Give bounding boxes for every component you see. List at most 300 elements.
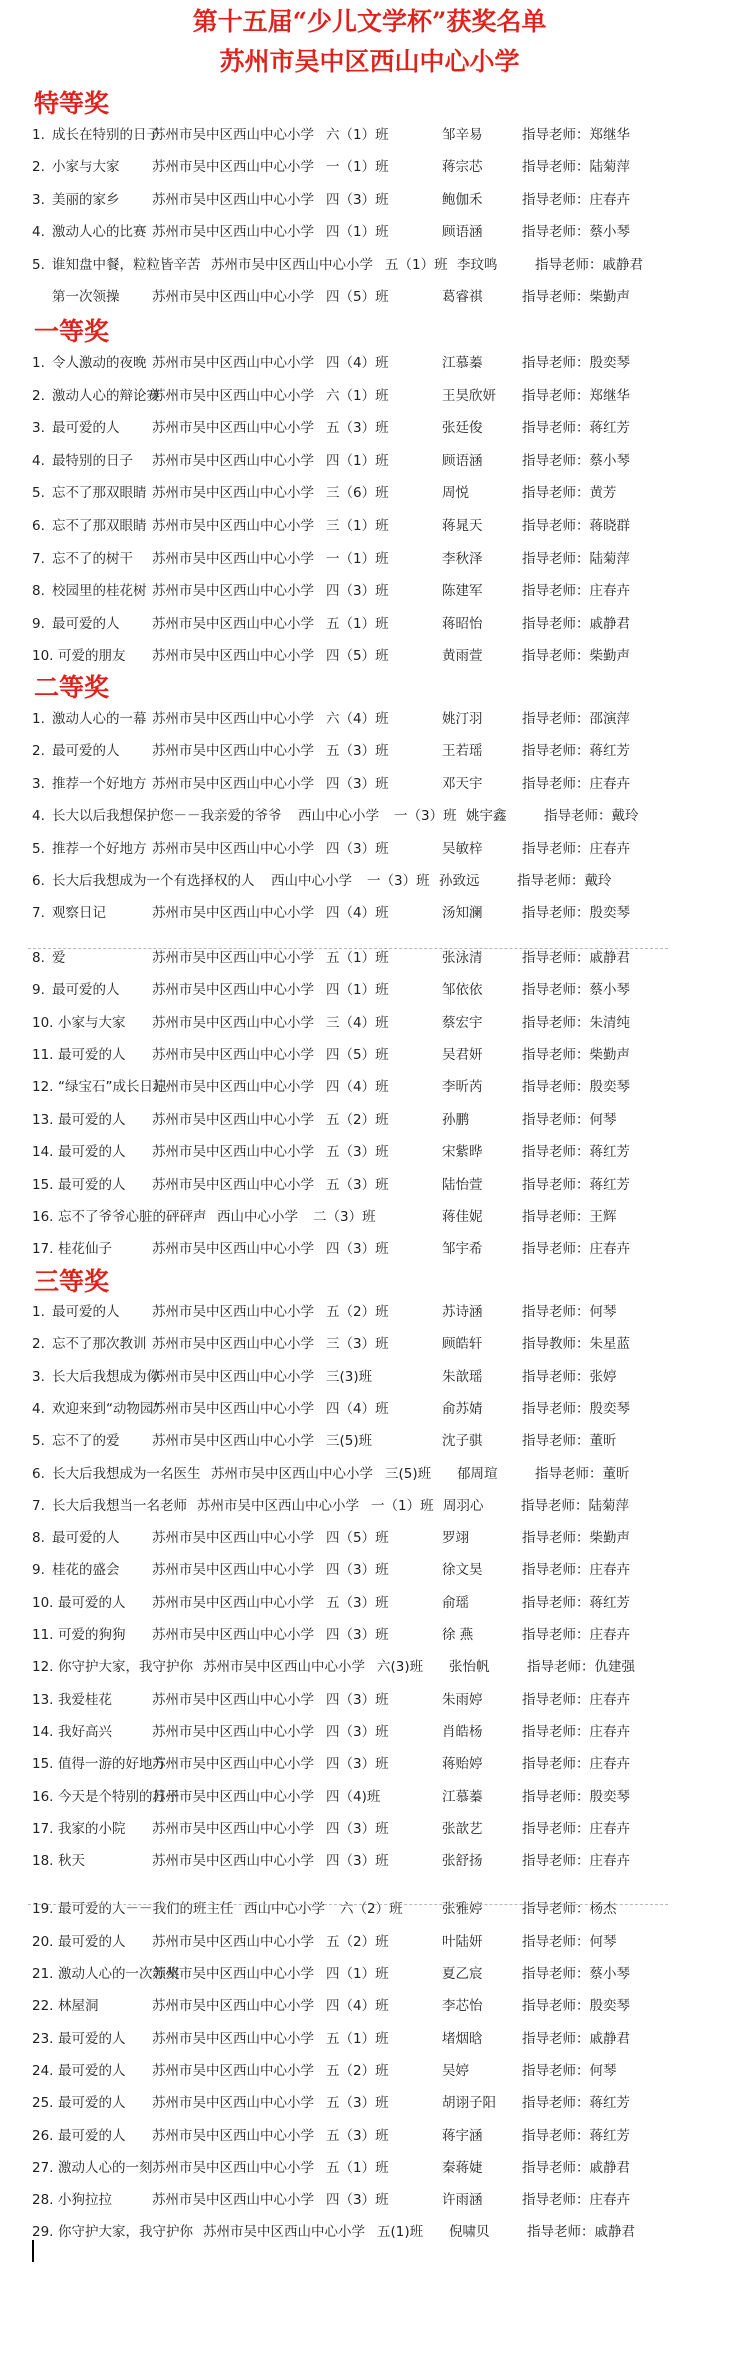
entry-student: 孙致远: [439, 873, 480, 889]
entry-student: 张歆艺: [442, 1820, 483, 1837]
entry-work-title: 最可爱的人: [58, 2095, 126, 2112]
entry-number: 17.: [32, 1241, 54, 1258]
award-entry: [32, 1333, 722, 1355]
award-entry: [32, 1850, 722, 1872]
entry-student: 姚宇鑫: [466, 808, 507, 825]
entry-school: 苏州市吴中区西山中心小学: [152, 615, 314, 632]
entry-number: 19.: [32, 1901, 54, 1918]
entry-teacher: 指导老师：庄春卉: [522, 1853, 630, 1870]
entry-school: 苏州市吴中区西山中心小学: [152, 1144, 314, 1161]
entry-student: 汤知澜: [442, 905, 483, 922]
entry-number: 4.: [32, 224, 45, 241]
entry-student: 蒋晁天: [442, 518, 483, 534]
entry-class: 三(5)班: [326, 1433, 373, 1450]
entry-teacher: 指导老师：杨杰: [522, 1901, 617, 1918]
entry-work-title: 小狗拉拉: [58, 2192, 112, 2209]
entry-student: 胡诩子阳: [442, 2095, 496, 2112]
entry-student: 顾语涵: [442, 452, 483, 469]
entry-work-title: 激动人心的一次领奖: [58, 1966, 180, 1982]
award-entry: [32, 450, 722, 472]
entry-school: 苏州市吴中区西山中心小学: [152, 1368, 314, 1385]
entry-work-title: 长大后我想当一名老师: [52, 1497, 187, 1514]
entry-number: 6.: [32, 1465, 45, 1482]
entry-work-title: 最可爱的人: [58, 1111, 126, 1128]
entry-student: 邓天宇: [442, 775, 483, 792]
award-entry: [32, 1592, 722, 1614]
award-entry: [32, 417, 722, 439]
award-entry: [32, 1898, 722, 1920]
award-entry: [32, 1012, 722, 1034]
entry-school: 苏州市吴中区西山中心小学: [152, 1111, 314, 1128]
entry-school: 苏州市吴中区西山中心小学: [152, 1336, 314, 1353]
entry-work-title: 校园里的桂花树: [52, 583, 147, 600]
entry-number: 1.: [32, 711, 45, 727]
entry-class: 五（2）班: [326, 2062, 389, 2079]
award-entry: [32, 286, 722, 308]
entry-class: 五（3）班: [326, 420, 389, 437]
entry-number: 6.: [32, 518, 45, 534]
entry-school: 西山中心小学: [271, 873, 352, 889]
entry-teacher: 指导老师：蒋红芳: [522, 1144, 630, 1161]
award-entry: [32, 1141, 722, 1163]
entry-teacher: 指导老师：仇建强: [527, 1659, 635, 1676]
entry-teacher: 指导老师：殷奕琴: [522, 1079, 630, 1096]
entry-school: 苏州市吴中区西山中心小学: [152, 2192, 314, 2209]
entry-number: 5.: [32, 1433, 45, 1450]
entry-school: 苏州市吴中区西山中心小学: [152, 289, 314, 305]
entry-work-title: 桂花的盛会: [52, 1562, 120, 1579]
entry-work-title: 我爱桂花: [58, 1691, 112, 1708]
entry-work-title: 最可爱的人: [58, 1594, 126, 1611]
entry-student: 孙鹏: [442, 1111, 469, 1128]
entry-class: 四（1）班: [326, 452, 389, 469]
entry-teacher: 指导老师：戚静君: [522, 615, 630, 632]
entry-number: 29.: [32, 2224, 54, 2241]
entry-teacher: 指导老师：戚静君: [522, 949, 630, 966]
entry-work-title: 最可爱的人: [58, 1047, 126, 1063]
entry-student: 许雨涵: [442, 2192, 483, 2209]
entry-school: 苏州市吴中区西山中心小学: [152, 1853, 314, 1870]
award-entry: [32, 2060, 722, 2082]
entry-teacher: 指导老师：蒋红芳: [522, 2095, 630, 2112]
award-entry: [32, 979, 722, 1001]
award-entry: [32, 1753, 722, 1775]
entry-work-title: 第一次领操: [52, 289, 120, 305]
entry-student: 堵烟晗: [442, 2030, 483, 2047]
entry-class: 四（5）班: [326, 648, 389, 665]
entry-number: 9.: [32, 615, 45, 632]
entry-class: 五（1）班: [326, 2030, 389, 2047]
entry-student: 邹辛易: [442, 127, 483, 143]
entry-teacher: 指导老师：戚静君: [522, 2030, 630, 2047]
entry-number: 8.: [32, 1530, 45, 1547]
entry-class: 六（4）班: [326, 711, 389, 727]
entry-number: 5.: [32, 485, 45, 502]
entry-school: 苏州市吴中区西山中心小学: [152, 224, 314, 241]
award-entry: [32, 1624, 722, 1646]
entry-teacher: 指导老师：董昕: [535, 1465, 630, 1482]
page-break-line: [28, 948, 668, 949]
entry-work-title: 忘不了那双眼睛: [52, 485, 147, 502]
entry-teacher: 指导老师：柴勤声: [522, 648, 630, 665]
entry-class: 六(3)班: [377, 1659, 424, 1676]
entry-school: 苏州市吴中区西山中心小学: [152, 1998, 314, 2015]
entry-student: 李芯怡: [442, 1998, 483, 2015]
entry-work-title: 我家的小院: [58, 1820, 126, 1837]
entry-class: 六（1）班: [326, 387, 389, 404]
award-entry: [32, 947, 722, 969]
entry-number: 23.: [32, 2030, 54, 2047]
award-entry: [32, 254, 722, 276]
entry-teacher: 指导老师：陆菊萍: [521, 1497, 629, 1514]
entry-class: 四（3）班: [326, 1562, 389, 1579]
entry-class: 四（4）班: [326, 1079, 389, 1096]
entry-teacher: 指导老师：庄春卉: [522, 1627, 630, 1643]
entry-class: 五（2）班: [326, 1111, 389, 1128]
entry-work-title: 激动人心的一幕: [52, 711, 147, 727]
entry-student: 俞苏婧: [442, 1400, 483, 1417]
entry-teacher: 指导老师：郑继华: [522, 127, 630, 143]
entry-teacher: 指导老师：戚静君: [522, 2159, 630, 2176]
entry-student: 苏诗涵: [442, 1304, 483, 1320]
entry-teacher: 指导老师：何琴: [522, 1111, 617, 1128]
entry-number: 11.: [32, 1627, 54, 1643]
entry-school: 苏州市吴中区西山中心小学: [152, 1627, 314, 1643]
entry-school: 苏州市吴中区西山中心小学: [152, 2127, 314, 2144]
entry-class: 五（3）班: [326, 2095, 389, 2112]
entry-work-title: 最可爱的人－－我们的班主任: [58, 1901, 234, 1918]
entry-class: 五（1）班: [385, 256, 448, 273]
entry-student: 倪啸贝: [449, 2224, 490, 2241]
entry-class: 五（3）班: [326, 743, 389, 760]
entry-student: 徐文昊: [442, 1562, 483, 1579]
award-entry: [32, 1559, 722, 1581]
entry-teacher: 指导老师：殷奕琴: [522, 1998, 630, 2015]
entry-work-title: 最可爱的人: [58, 2127, 126, 2144]
award-entry: [32, 124, 722, 146]
entry-number: 4.: [32, 452, 45, 469]
entry-number: 2.: [32, 159, 45, 176]
entry-work-title: 林屋洞: [58, 1998, 99, 2015]
entry-number: 4.: [32, 1400, 45, 1417]
entry-student: 徐 燕: [442, 1627, 474, 1643]
award-entry: [32, 352, 722, 374]
entry-school: 苏州市吴中区西山中心小学: [152, 1966, 314, 1982]
entry-number: 15.: [32, 1756, 54, 1773]
entry-student: 张廷俊: [442, 420, 483, 437]
entry-teacher: 指导老师：邵演萍: [522, 711, 630, 727]
entry-student: 俞瑶: [442, 1594, 469, 1611]
entry-student: 邹宇希: [442, 1241, 483, 1258]
entry-work-title: 可爱的狗狗: [58, 1627, 126, 1643]
entry-class: 四（3）班: [326, 840, 389, 857]
entry-student: 沈子骐: [442, 1433, 483, 1450]
award-entry: [32, 1238, 722, 1260]
entry-number: 4.: [32, 808, 45, 825]
entry-student: 肖皓杨: [442, 1723, 483, 1740]
entry-work-title: 最可爱的人: [52, 982, 120, 999]
entry-teacher: 指导老师：庄春卉: [522, 1756, 630, 1773]
entry-class: 四（3）班: [326, 1756, 389, 1773]
award-entry: [32, 385, 722, 407]
entry-school: 苏州市吴中区西山中心小学: [152, 1723, 314, 1740]
entry-student: 吴敏梓: [442, 840, 483, 857]
entry-class: 四（3）班: [326, 1853, 389, 1870]
entry-number: 5.: [32, 256, 45, 273]
entry-school: 苏州市吴中区西山中心小学: [152, 1933, 314, 1950]
entry-school: 苏州市吴中区西山中心小学: [152, 127, 314, 143]
entry-teacher: 指导老师：殷奕琴: [522, 1788, 630, 1805]
award-entry: [32, 1398, 722, 1420]
entry-number: 17.: [32, 1820, 54, 1837]
entry-school: 苏州市吴中区西山中心小学: [152, 420, 314, 437]
entry-student: 蒋昭怡: [442, 615, 483, 632]
entry-number: 28.: [32, 2192, 54, 2209]
entry-number: 13.: [32, 1111, 54, 1128]
award-entry: [32, 805, 722, 827]
entry-student: 秦蒋婕: [442, 2159, 483, 2176]
entry-student: 葛睿祺: [442, 289, 483, 305]
entry-work-title: 最可爱的人: [52, 1530, 120, 1547]
award-entry: [32, 1076, 722, 1098]
entry-class: 四（1）班: [326, 224, 389, 241]
entry-school: 苏州市吴中区西山中心小学: [152, 583, 314, 600]
entry-student: 朱雨婷: [442, 1691, 483, 1708]
entry-school: 苏州市吴中区西山中心小学: [152, 387, 314, 404]
award-entry: [32, 1656, 722, 1678]
entry-work-title: 谁知盘中餐，粒粒皆辛苦: [52, 256, 201, 273]
entry-work-title: 长大后我想成为一名医生: [52, 1465, 201, 1482]
entry-school: 苏州市吴中区西山中心小学: [152, 2062, 314, 2079]
entry-class: 三（4）班: [326, 1014, 389, 1031]
entry-work-title: 最可爱的人: [58, 1176, 126, 1193]
section-heading-first-prize: 一等奖: [34, 317, 110, 346]
award-entry: [32, 1174, 722, 1196]
entry-teacher: 指导老师：庄春卉: [522, 775, 630, 792]
entry-number: 1.: [32, 1304, 45, 1320]
entry-work-title: 最可爱的人: [52, 615, 120, 632]
entry-teacher: 指导老师：王辉: [522, 1209, 617, 1225]
entry-student: 陆怡萱: [442, 1176, 483, 1193]
entry-work-title: 你守护大家，我守护你: [58, 1659, 193, 1676]
entry-teacher: 指导老师：柴勤声: [522, 1047, 630, 1063]
entry-school: 苏州市吴中区西山中心小学: [152, 518, 314, 534]
entry-number: 14.: [32, 1144, 54, 1161]
entry-work-title: 小家与大家: [58, 1014, 126, 1031]
entry-number: 6.: [32, 873, 45, 889]
entry-teacher: 指导老师：蔡小琴: [522, 982, 630, 999]
entry-student: 夏乙宸: [442, 1966, 483, 1982]
document-title: 第十五届“少儿文学杯”获奖名单: [192, 7, 547, 36]
entry-student: 蒋宗芯: [442, 159, 483, 176]
entry-number: 22.: [32, 1998, 54, 2015]
entry-teacher: 指导老师：庄春卉: [522, 1820, 630, 1837]
entry-teacher: 指导老师：庄春卉: [522, 1691, 630, 1708]
entry-work-title: “绿宝石”成长日记: [58, 1079, 167, 1096]
entry-work-title: 忘不了爷爷心脏的砰砰声: [58, 1209, 207, 1225]
entry-number: 16.: [32, 1209, 54, 1225]
entry-teacher: 指导老师：陆菊萍: [522, 550, 630, 567]
entry-class: 四（4）班: [326, 1998, 389, 2015]
entry-school: 苏州市吴中区西山中心小学: [197, 1497, 359, 1514]
entry-school: 西山中心小学: [298, 808, 379, 825]
entry-student: 顾皓轩: [442, 1336, 483, 1353]
award-entry: [32, 838, 722, 860]
entry-number: 3.: [32, 775, 45, 792]
entry-number: 5.: [32, 840, 45, 857]
entry-teacher: 指导老师：黄芳: [522, 485, 617, 502]
entry-number: 3.: [32, 191, 45, 208]
entry-number: 9.: [32, 1562, 45, 1579]
entry-teacher: 指导老师：庄春卉: [522, 191, 630, 208]
entry-class: 四（3）班: [326, 583, 389, 600]
entry-school: 苏州市吴中区西山中心小学: [152, 1014, 314, 1031]
entry-school: 苏州市吴中区西山中心小学: [152, 452, 314, 469]
entry-work-title: 美丽的家乡: [52, 191, 120, 208]
entry-work-title: 忘不了那次教训: [52, 1336, 147, 1353]
entry-teacher: 指导老师：戴玲: [517, 873, 612, 889]
entry-number: 8.: [32, 583, 45, 600]
entry-school: 苏州市吴中区西山中心小学: [152, 1562, 314, 1579]
entry-number: 2.: [32, 1336, 45, 1353]
entry-school: 苏州市吴中区西山中心小学: [152, 1176, 314, 1193]
entry-teacher: 指导老师：蒋红芳: [522, 743, 630, 760]
award-entry: [32, 902, 722, 924]
entry-school: 苏州市吴中区西山中心小学: [211, 1465, 373, 1482]
entry-student: 王若瑶: [442, 743, 483, 760]
entry-work-title: 最可爱的人: [58, 1933, 126, 1950]
entry-class: 四（4）班: [326, 355, 389, 371]
entry-work-title: 最可爱的人: [58, 1144, 126, 1161]
entry-teacher: 指导老师：蒋红芳: [522, 420, 630, 437]
entry-teacher: 指导老师：何琴: [522, 2062, 617, 2079]
entry-teacher: 指导老师：陆菊萍: [522, 159, 630, 176]
award-entry: [32, 1495, 722, 1517]
entry-number: 15.: [32, 1176, 54, 1193]
entry-number: 25.: [32, 2095, 54, 2112]
entry-school: 苏州市吴中区西山中心小学: [152, 550, 314, 567]
entry-class: 四（3）班: [326, 191, 389, 208]
entry-student: 顾语涵: [442, 224, 483, 241]
entry-teacher: 指导老师：戚静君: [527, 2224, 635, 2241]
entry-teacher: 指导老师：何琴: [522, 1304, 617, 1320]
entry-number: 21.: [32, 1966, 54, 1982]
entry-school: 苏州市吴中区西山中心小学: [152, 191, 314, 208]
entry-class: 四（3）班: [326, 1691, 389, 1708]
entry-number: 18.: [32, 1853, 54, 1870]
entry-school: 苏州市吴中区西山中心小学: [152, 1304, 314, 1320]
entry-class: 四（3）班: [326, 775, 389, 792]
entry-student: 江慕蓁: [442, 355, 483, 371]
award-entry: [32, 1044, 722, 1066]
entry-school: 苏州市吴中区西山中心小学: [152, 1820, 314, 1837]
entry-number: 10.: [32, 648, 54, 665]
award-entry: [32, 2028, 722, 2050]
award-entry: [32, 2189, 722, 2211]
entry-school: 苏州市吴中区西山中心小学: [152, 949, 314, 966]
award-entry: [32, 1430, 722, 1452]
entry-number: 14.: [32, 1723, 54, 1740]
entry-school: 苏州市吴中区西山中心小学: [152, 1241, 314, 1258]
entry-teacher: 指导老师：殷奕琴: [522, 1400, 630, 1417]
award-entry: [32, 1818, 722, 1840]
entry-number: 24.: [32, 2062, 54, 2079]
entry-teacher: 指导老师：庄春卉: [522, 2192, 630, 2209]
entry-student: 黄雨萱: [442, 648, 483, 665]
entry-school: 苏州市吴中区西山中心小学: [152, 1530, 314, 1547]
entry-class: 四（4)班: [326, 1788, 381, 1805]
entry-work-title: 观察日记: [52, 905, 106, 922]
entry-teacher: 指导老师：蔡小琴: [522, 1966, 630, 1982]
entry-school: 苏州市吴中区西山中心小学: [152, 1788, 314, 1805]
entry-number: 9.: [32, 982, 45, 999]
entry-class: 三（3）班: [326, 1336, 389, 1353]
entry-class: 四（5）班: [326, 289, 389, 305]
entry-class: 四（3）班: [326, 2192, 389, 2209]
entry-school: 西山中心小学: [217, 1209, 298, 1225]
entry-class: 五（2）班: [326, 1304, 389, 1320]
entry-work-title: 最可爱的人: [52, 743, 120, 760]
entry-class: 五（3）班: [326, 1594, 389, 1611]
entry-teacher: 指导老师：张婷: [522, 1368, 617, 1385]
award-entry: [32, 2092, 722, 2114]
entry-teacher: 指导老师：庄春卉: [522, 1241, 630, 1258]
entry-number: 10.: [32, 1594, 54, 1611]
entry-teacher: 指导老师：殷奕琴: [522, 905, 630, 922]
entry-student: 叶陆妍: [442, 1933, 483, 1950]
entry-number: 13.: [32, 1691, 54, 1708]
award-entry: [32, 1963, 722, 1985]
entry-number: 20.: [32, 1933, 54, 1950]
entry-class: 一（1）班: [371, 1497, 434, 1514]
entry-number: 7.: [32, 905, 45, 922]
entry-teacher: 指导老师：柴勤声: [522, 289, 630, 305]
entry-work-title: 激动人心的一刻: [58, 2159, 153, 2176]
award-entry: [32, 773, 722, 795]
entry-class: 一（1）班: [326, 550, 389, 567]
entry-student: 蒋宇涵: [442, 2127, 483, 2144]
entry-work-title: 忘不了的树干: [52, 550, 133, 567]
entry-work-title: 最特别的日子: [52, 452, 133, 469]
entry-teacher: 指导老师：蔡小琴: [522, 224, 630, 241]
award-entry: [32, 870, 722, 892]
school-subtitle: 苏州市吴中区西山中心小学: [219, 47, 520, 76]
entry-number: 2.: [32, 387, 45, 404]
award-entry: [32, 1931, 722, 1953]
entry-number: 27.: [32, 2159, 54, 2176]
entry-school: 苏州市吴中区西山中心小学: [152, 1400, 314, 1417]
entry-class: 五（1）班: [326, 2159, 389, 2176]
entry-class: 五（3）班: [326, 1176, 389, 1193]
entry-class: 四（4）班: [326, 1400, 389, 1417]
section-heading-third-prize: 三等奖: [34, 1267, 110, 1296]
entry-teacher: 指导老师：董昕: [522, 1433, 617, 1450]
entry-school: 苏州市吴中区西山中心小学: [152, 159, 314, 176]
entry-class: 四（3）班: [326, 1241, 389, 1258]
page-break-line: [28, 1904, 668, 1905]
entry-work-title: 忘不了那双眼睛: [52, 518, 147, 534]
entry-class: 三（1）班: [326, 518, 389, 534]
entry-class: 四（1）班: [326, 1966, 389, 1982]
award-entry: [32, 1366, 722, 1388]
entry-class: 一（3）班: [394, 808, 457, 825]
entry-student: 蔡宏宇: [442, 1014, 483, 1031]
entry-teacher: 指导老师：庄春卉: [522, 583, 630, 600]
award-entry: [32, 482, 722, 504]
entry-work-title: 推荐一个好地方: [52, 775, 147, 792]
entry-student: 周羽心: [443, 1497, 484, 1514]
entry-teacher: 指导老师：郑继华: [522, 387, 630, 404]
